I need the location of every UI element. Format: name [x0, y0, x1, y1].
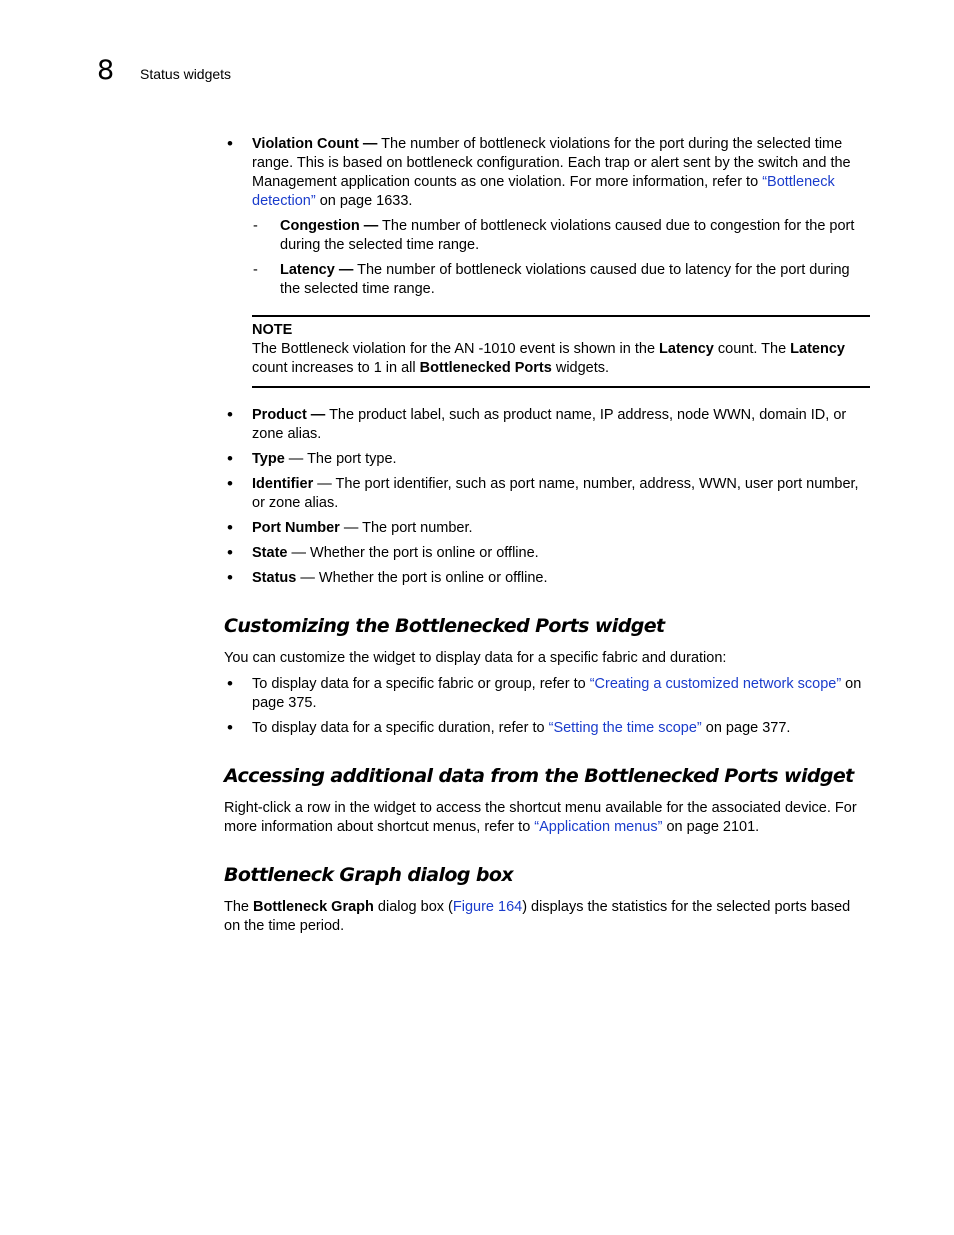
term-violation-count: Violation Count —	[252, 136, 378, 152]
section-heading-accessing: Accessing additional data from the Bottlenecked Ports widget	[224, 765, 854, 787]
port-number-description: — The port number.	[339, 520, 473, 536]
graph-dialog-name: Bottleneck Graph	[253, 899, 374, 915]
term-status: Status	[252, 570, 297, 586]
list-item-identifier	[224, 475, 870, 513]
note-bold-latency: Latency	[790, 341, 845, 357]
list-item-state	[224, 544, 870, 563]
bottleneck-detection-link[interactable]: “Bottleneck detection”	[252, 174, 835, 209]
customizing-list	[224, 675, 870, 738]
accessing-text: Right-click a row in the widget to access the shortcut menu available for the associated device. For more information about shortcut menus, refer to	[224, 800, 857, 835]
note-text-part: count. The	[713, 341, 791, 357]
list-item-violation-count	[224, 135, 870, 299]
fabric-scope-text: To display data for a specific fabric or group, refer to	[252, 676, 590, 692]
state-description: — Whether the port is online or offline.	[287, 545, 539, 561]
note-bold-latency: Latency	[659, 341, 714, 357]
network-scope-link[interactable]: “Creating a customized network scope”	[589, 676, 842, 692]
section-heading-customizing: Customizing the Bottlenecked Ports widget	[224, 615, 665, 637]
time-scope-link[interactable]: “Setting the time scope”	[548, 720, 702, 736]
list-item-product	[224, 406, 870, 444]
list-item-status	[224, 569, 870, 588]
term-state: State	[252, 545, 288, 561]
product-description: The product label, such as product name, IP address, node WWN, domain ID, or zone alias.	[252, 407, 847, 442]
note-text-part: The Bottleneck violation for the AN -1010 event is shown in the	[252, 341, 660, 357]
identifier-description: — The port identifier, such as port name, number, address, WWN, user port number, or zone alias.	[252, 476, 859, 511]
list-item-congestion	[252, 217, 870, 255]
list-item-type	[224, 450, 870, 469]
chapter-title: Status widgets	[140, 66, 232, 82]
term-latency: Latency —	[280, 262, 354, 278]
time-scope-text: To display data for a specific duration, refer to	[252, 720, 549, 736]
list-item-port-number	[224, 519, 870, 538]
term-port-number: Port Number	[252, 520, 340, 536]
fabric-scope-page-ref: on page 375.	[252, 676, 862, 711]
section-heading-bottleneck-graph: Bottleneck Graph dialog box	[224, 864, 513, 886]
graph-text-part: dialog box (	[373, 899, 453, 915]
time-scope-page-ref: on page 377.	[701, 720, 791, 736]
note-bold-widget-name: Bottlenecked Ports	[419, 360, 552, 376]
chapter-number: 8	[97, 55, 115, 86]
note-box	[252, 315, 870, 388]
term-type: Type	[252, 451, 285, 467]
list-item-time-scope	[224, 719, 870, 738]
application-menus-link[interactable]: “Application menus”	[534, 819, 663, 835]
status-description: — Whether the port is online or offline.	[296, 570, 548, 586]
term-identifier: Identifier	[252, 476, 314, 492]
type-description: — The port type.	[284, 451, 397, 467]
list-item-latency	[252, 261, 870, 299]
note-text-part: widgets.	[551, 360, 610, 376]
latency-description: The number of bottleneck violations caused due to latency for the port during the selected time range.	[280, 262, 850, 297]
customizing-intro: You can customize the widget to display data for a specific fabric and duration:	[224, 650, 727, 666]
note-text-part: count increases to 1 in all	[252, 360, 420, 376]
congestion-description: The number of bottleneck violations caused due to congestion for the port during the selected time range.	[280, 218, 855, 253]
violation-sub-list	[252, 217, 870, 299]
violation-count-description: The number of bottleneck violations for the port during the selected time range. This is based on bottleneck configuration. Each trap or alert sent by the switch and the Management application counts as one violation. For more information, refer to	[252, 136, 851, 190]
accessing-page-ref: on page 2101.	[662, 819, 760, 835]
violation-count-page-ref: on page 1633.	[315, 193, 413, 209]
page-content	[224, 135, 870, 943]
graph-text-part: The	[224, 899, 254, 915]
figure-164-link[interactable]: Figure 164	[452, 899, 523, 915]
bottleneck-graph-paragraph	[224, 898, 870, 936]
note-heading: NOTE	[252, 322, 293, 338]
list-item-fabric-scope	[224, 675, 870, 713]
note-text	[252, 340, 870, 378]
graph-text-part: ) displays the statistics for the selected ports based on the time period.	[224, 899, 851, 934]
field-list-top	[224, 135, 870, 299]
accessing-paragraph	[224, 799, 870, 837]
term-product: Product —	[252, 407, 326, 423]
field-list	[224, 406, 870, 588]
term-congestion: Congestion —	[280, 218, 379, 234]
